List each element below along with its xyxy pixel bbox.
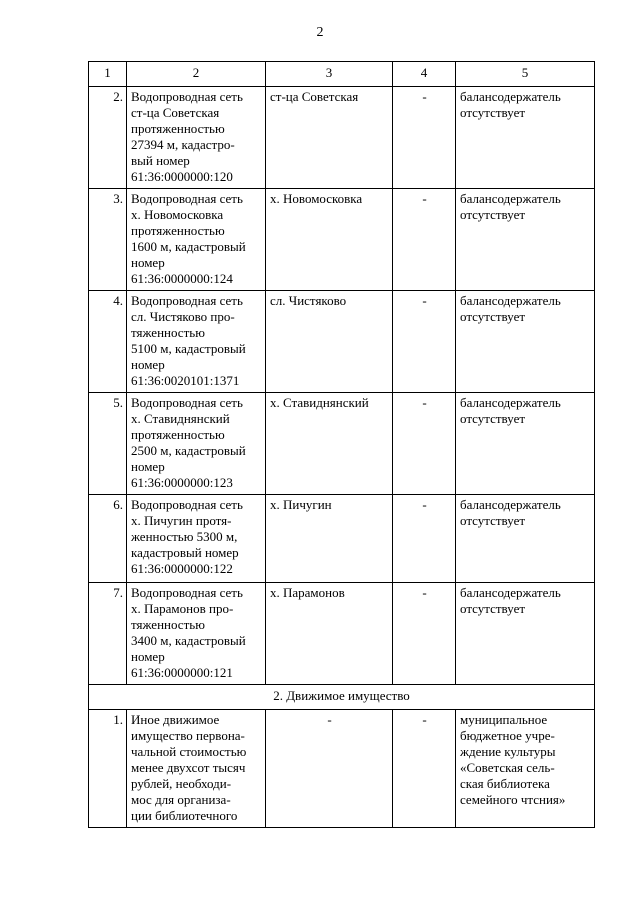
balance-holder-cell (456, 583, 595, 685)
object-name-cell-line: Водопроводная сеть (131, 89, 243, 104)
location-cell: х. Новомосковка (266, 189, 393, 291)
object-name-cell-line: Водопроводная сеть (131, 191, 243, 206)
object-name-cell-line: 61:36:0020101:1371 (131, 373, 240, 388)
object-name-cell (127, 495, 266, 583)
row-number: 3. (89, 189, 127, 291)
table-row (89, 291, 595, 393)
balance-holder-cell-line: ская библиотека (460, 776, 550, 791)
location-cell: х. Парамонов (266, 583, 393, 685)
object-name-cell-line: номер (131, 459, 165, 474)
object-name-cell-line: 27394 м, кадастро- (131, 137, 235, 152)
object-name-cell-line: Водопроводная сеть (131, 395, 243, 410)
object-name-cell-line: Иное движимое (131, 712, 220, 727)
page-number: 2 (316, 25, 324, 40)
balance-holder-cell-line: балансодержатель (460, 585, 561, 600)
table-header-row (89, 62, 595, 87)
col4-cell: - (393, 189, 456, 291)
object-name-cell-line: 1600 м, кадастровый (131, 239, 246, 254)
table-row (89, 583, 595, 685)
object-name-cell-line: номер (131, 649, 165, 664)
col4-cell: - (393, 495, 456, 583)
object-name-cell-line: 3400 м, кадастровый (131, 633, 246, 648)
header-cell: 5 (456, 62, 595, 87)
col4-cell: - (393, 583, 456, 685)
header-cell: 1 (89, 62, 127, 87)
balance-holder-cell-line: балансодержатель (460, 191, 561, 206)
table-row (89, 495, 595, 583)
location-cell: х. Пичугин (266, 495, 393, 583)
col4-cell: - (393, 87, 456, 189)
object-name-cell-line: Водопроводная сеть (131, 293, 243, 308)
object-name-cell-line: х. Ставиднянский (131, 411, 230, 426)
object-name-cell-line: женностью 5300 м, (131, 529, 238, 544)
object-name-cell-line: ст-ца Советская (131, 105, 220, 120)
col4-cell: - (393, 710, 456, 828)
object-name-cell-line: номер (131, 357, 165, 372)
object-name-cell-line: 2500 м, кадастровый (131, 443, 246, 458)
header-cell: 3 (266, 62, 393, 87)
section-row (89, 685, 595, 710)
balance-holder-cell-line: бюджетное учре- (460, 728, 555, 743)
row-number: 5. (89, 393, 127, 495)
object-name-cell-line: Водопроводная сеть (131, 585, 243, 600)
object-name-cell (127, 393, 266, 495)
balance-holder-cell (456, 291, 595, 393)
object-name-cell-line: менее двухсот тысяч (131, 760, 246, 775)
balance-holder-cell-line: балансодержатель (460, 89, 561, 104)
object-name-cell-line: мос для организа- (131, 792, 231, 807)
balance-holder-cell-line: муниципальное (460, 712, 548, 727)
object-name-cell-line: 61:36:0000000:124 (131, 271, 233, 286)
object-name-cell-line: тяженностью (131, 617, 205, 632)
object-name-cell-line: чальной стоимостью (131, 744, 247, 759)
balance-holder-cell-line: балансодержатель (460, 497, 561, 512)
row-number: 2. (89, 87, 127, 189)
row-number: 1. (89, 710, 127, 828)
location-cell: сл. Чистяково (266, 291, 393, 393)
balance-holder-cell-line: отсутствует (460, 309, 526, 324)
object-name-cell-line: х. Парамонов про- (131, 601, 234, 616)
balance-holder-cell-line: «Советская сель- (460, 760, 555, 775)
balance-holder-cell-line: отсутствует (460, 513, 526, 528)
balance-holder-cell-line: семейного чтсния» (460, 792, 566, 807)
object-name-cell (127, 189, 266, 291)
table-row (89, 189, 595, 291)
table-row (89, 710, 595, 828)
table-row (89, 393, 595, 495)
object-name-cell-line: имущество первона- (131, 728, 245, 743)
balance-holder-cell (456, 710, 595, 828)
object-name-cell-line: 5100 м, кадастровый (131, 341, 246, 356)
object-name-cell-line: Водопроводная сеть (131, 497, 243, 512)
balance-holder-cell-line: отсутствует (460, 207, 526, 222)
object-name-cell-line: 61:36:0000000:122 (131, 561, 233, 576)
balance-holder-cell (456, 189, 595, 291)
object-name-cell-line: 61:36:0000000:123 (131, 475, 233, 490)
object-name-cell-line: вый номер (131, 153, 190, 168)
row-number: 4. (89, 291, 127, 393)
object-name-cell (127, 87, 266, 189)
location-cell: х. Ставиднянский (266, 393, 393, 495)
object-name-cell-line: тяженностью (131, 325, 205, 340)
balance-holder-cell-line: балансодержатель (460, 395, 561, 410)
object-name-cell (127, 710, 266, 828)
object-name-cell-line: ции библиотечного (131, 808, 238, 823)
col4-cell: - (393, 291, 456, 393)
balance-holder-cell (456, 495, 595, 583)
location-cell: ст-ца Советская (266, 87, 393, 189)
object-name-cell-line: 61:36:0000000:120 (131, 169, 233, 184)
balance-holder-cell (456, 393, 595, 495)
col4-cell: - (393, 393, 456, 495)
property-registry-table (88, 61, 595, 828)
location-cell: - (266, 710, 393, 828)
balance-holder-cell-line: отсутствует (460, 411, 526, 426)
object-name-cell-line: 61:36:0000000:121 (131, 665, 233, 680)
balance-holder-cell-line: балансодержатель (460, 293, 561, 308)
balance-holder-cell-line: отсутствует (460, 601, 526, 616)
object-name-cell-line: рублей, необходи- (131, 776, 232, 791)
row-number: 7. (89, 583, 127, 685)
balance-holder-cell-line: отсутствует (460, 105, 526, 120)
object-name-cell-line: протяженностью (131, 427, 225, 442)
section-title: 2. Движимое имущество (89, 685, 595, 710)
header-cell: 2 (127, 62, 266, 87)
object-name-cell-line: протяженностью (131, 121, 225, 136)
balance-holder-cell-line: ждение культуры (460, 744, 556, 759)
object-name-cell-line: х. Пичугин протя- (131, 513, 232, 528)
object-name-cell (127, 291, 266, 393)
object-name-cell-line: сл. Чистяково про- (131, 309, 235, 324)
balance-holder-cell (456, 87, 595, 189)
object-name-cell-line: х. Новомосковка (131, 207, 224, 222)
object-name-cell-line: номер (131, 255, 165, 270)
object-name-cell-line: кадастровый номер (131, 545, 239, 560)
header-cell: 4 (393, 62, 456, 87)
object-name-cell (127, 583, 266, 685)
table-row (89, 87, 595, 189)
row-number: 6. (89, 495, 127, 583)
object-name-cell-line: протяженностью (131, 223, 225, 238)
